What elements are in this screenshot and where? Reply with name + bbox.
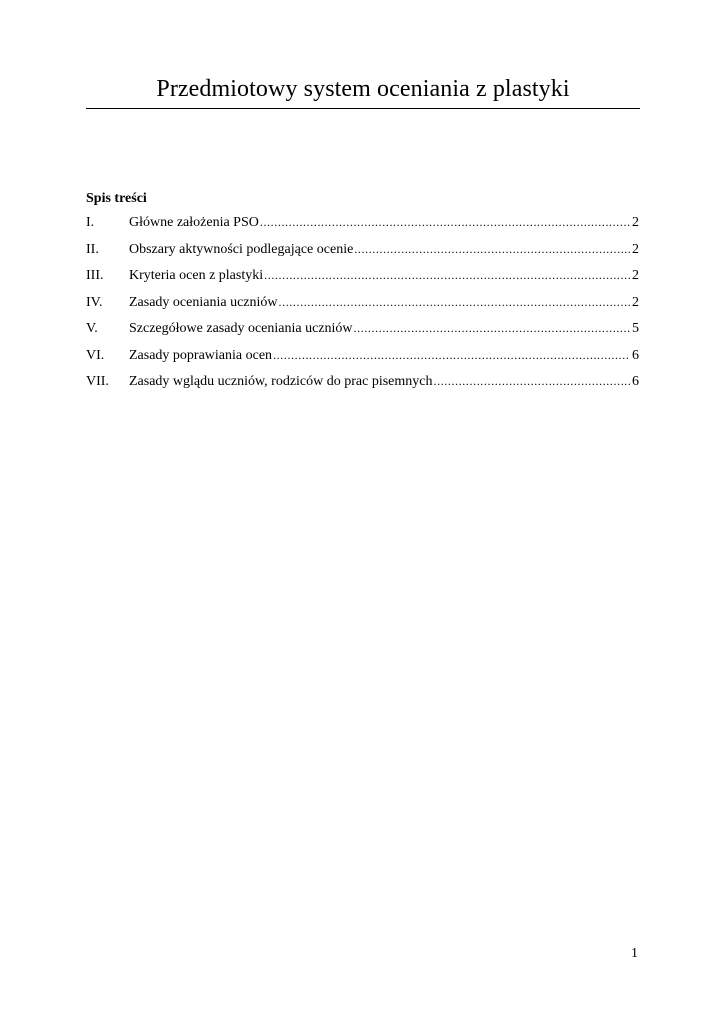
toc-entry-page: 6 <box>632 347 639 363</box>
page-number: 1 <box>631 946 638 961</box>
toc-entry-page: 2 <box>632 268 639 283</box>
toc-entry[interactable] <box>86 319 639 346</box>
toc-entry-title: Kryteria ocen z plastyki <box>129 268 264 283</box>
toc-entry-number: I. <box>86 215 95 230</box>
toc-dot-leader <box>354 319 630 337</box>
toc-entry-title: Zasady oceniania uczniów <box>129 294 278 310</box>
toc-dot-leader <box>260 213 630 231</box>
toc-entry-number: VII. <box>86 374 109 389</box>
toc-entry-page: 2 <box>632 294 639 310</box>
toc-entry[interactable] <box>86 213 639 240</box>
toc-entry-number: II. <box>86 241 99 257</box>
toc-entry-number: V. <box>86 321 98 336</box>
toc-entry[interactable] <box>86 266 639 293</box>
toc-entry-title: Zasady poprawiania ocen <box>129 347 273 363</box>
toc-entry-number: VI. <box>86 347 105 363</box>
toc-entry-page: 2 <box>632 241 639 257</box>
toc-entry[interactable] <box>86 346 639 373</box>
toc-entry-title: Główne założenia PSO <box>129 215 259 230</box>
toc-dot-leader <box>354 240 630 258</box>
title-underline <box>86 108 640 109</box>
toc-entry-number: IV. <box>86 294 103 310</box>
toc-dot-leader <box>273 346 630 364</box>
toc-dot-leader <box>264 266 630 284</box>
toc-dot-leader <box>434 372 631 390</box>
toc-entry-number: III. <box>86 268 104 283</box>
toc-dot-leader <box>279 293 631 311</box>
document-title: Przedmiotowy system oceniania z plastyki <box>156 76 570 102</box>
toc-entry-title: Obszary aktywności podlegające ocenie <box>129 241 354 257</box>
toc-entry[interactable] <box>86 293 639 320</box>
toc-entry[interactable] <box>86 240 639 267</box>
toc-entry[interactable] <box>86 372 639 399</box>
toc-entry-page: 5 <box>632 321 639 336</box>
toc-heading: Spis treści <box>86 191 147 206</box>
table-of-contents <box>86 213 639 399</box>
toc-entry-page: 6 <box>632 374 639 389</box>
toc-entry-page: 2 <box>632 215 639 230</box>
toc-entry-title: Zasady wglądu uczniów, rodziców do prac pisemnych <box>129 374 433 389</box>
toc-entry-title: Szczegółowe zasady oceniania uczniów <box>129 321 353 336</box>
